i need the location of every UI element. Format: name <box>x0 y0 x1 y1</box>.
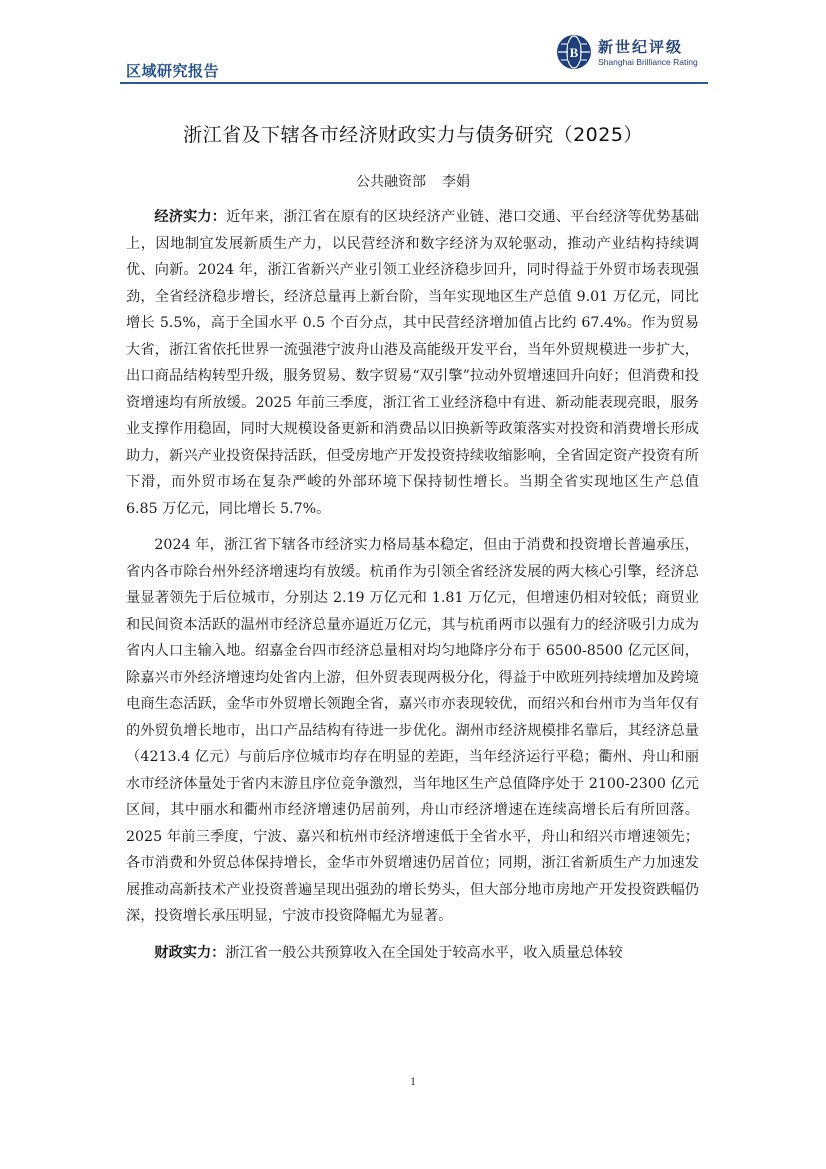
report-category-label: 区域研究报告 <box>126 62 220 80</box>
paragraph-fiscal-strength <box>126 940 699 967</box>
paragraph-lead: 经济实力： <box>154 209 227 225</box>
company-name-cn: 新世纪评级 <box>598 38 684 56</box>
company-name-en: Shanghai Brilliance Rating <box>598 57 698 67</box>
paragraph-economic-strength <box>126 204 699 522</box>
document-title: 浙江省及下辖各市经济财政实力与债务研究（2025） <box>183 124 643 146</box>
company-logo <box>556 34 716 74</box>
document-body <box>126 204 699 976</box>
paragraph-text: 浙江省一般公共预算收入在全国处于较高水平，收入质量总体较 <box>225 944 623 961</box>
svg-text:B: B <box>569 45 579 60</box>
paragraph-city-overview <box>126 532 699 930</box>
header-divider <box>120 82 708 84</box>
page-number: 1 <box>410 1074 416 1088</box>
department-name: 公共融资部 <box>356 174 426 190</box>
shanghai-brilliance-globe-logo-icon <box>556 34 592 70</box>
author-name: 李娟 <box>442 174 470 190</box>
paragraph-text: 近年来，浙江省在原有的区块经济产业链、港口交通、平台经济等优势基础上，因地制宜发展新质生产力，以民营经济和数字经济为双轮驱动，推动产业结构持续调优、向新。2024 年，浙江省新兴产业引领工业经济稳步回升，同时得益于外贸市场表现强劲，全省经济稳步增长，经济总量再上新台阶，当年实现地区生产总值 9.01 万亿元，同比增长 5.5%，高于全国水平 0.5 个百分点，其中民营经济增加值占比约 67.4%。作为贸易大省，浙江省依托世界一流强港宁波舟山港及高能级开发平台，当年外贸规模进一步扩大，出口商品结构转型升级，服务贸易、数字贸易“双引擎”拉动外贸增速回升向好；但消费和投资增速均有所放缓。2025 年前三季度，浙江省工业经济稳中有进、新动能表现亮眼，服务业支撑作用稳固，同时大规模设备更新和消费品以旧换新等政策落实对投资和消费增长形成助力，新兴产业投资保持活跃，但受房地产开发投资持续收缩影响，全省固定资产投资有所下滑，而外贸市场在复杂严峻的外部环境下保持韧性增长。当期全省实现地区生产总值 6.85 万亿元，同比增长 5.7%。 <box>126 209 699 517</box>
paragraph-lead: 财政实力： <box>154 944 226 961</box>
paragraph-text: 2024 年，浙江省下辖各市经济实力格局基本稳定，但由于消费和投资增长普遍承压，省内各市除台州外经济增速均有放缓。杭甬作为引领全省经济发展的两大核心引擎，经济总量显著领先于后位城市，分别达 2.19 万亿元和 1.81 万亿元，但增速仍相对较低；商贸业和民间资本活跃的温州市经济总量亦逼近万亿元，其与杭甬两市以强有力的经济吸引力成为省内人口主输入地。绍嘉金台四市经济总量相对均匀地降序分布于 6500-8500 亿元区间，除嘉兴市外经济增速均处省内上游，但外贸表现两极分化，得益于中欧班列持续增加及跨境电商生态活跃，金华市外贸增长领跑全省，嘉兴市亦表现较优，而绍兴和台州市为当年仅有的外贸负增长地市，出口产品结构有待进一步优化。湖州市经济规模排名靠后，其经济总量（4213.4 亿元）与前后序位城市均存在明显的差距，当年经济运行平稳；衢州、舟山和丽水市经济体量处于省内末游且序位竞争激烈，当年地区生产总值降序处于 2100-2300 亿元区间，其中丽水和衢州市经济增速仍居前列，舟山市经济增速在连续高增长后有所回落。2025 年前三季度，宁波、嘉兴和杭州市经济增速低于全省水平，舟山和绍兴市增速领先；各市消费和外贸总体保持增长，金华市外贸增速仍居首位；同期，浙江省新质生产力加速发展推动高新技术产业投资普遍呈现出强劲的增长势头，但大部分地市房地产开发投资跌幅仍深，投资增长承压明显，宁波市投资降幅尤为显著。 <box>126 537 699 924</box>
author-line <box>0 171 826 191</box>
